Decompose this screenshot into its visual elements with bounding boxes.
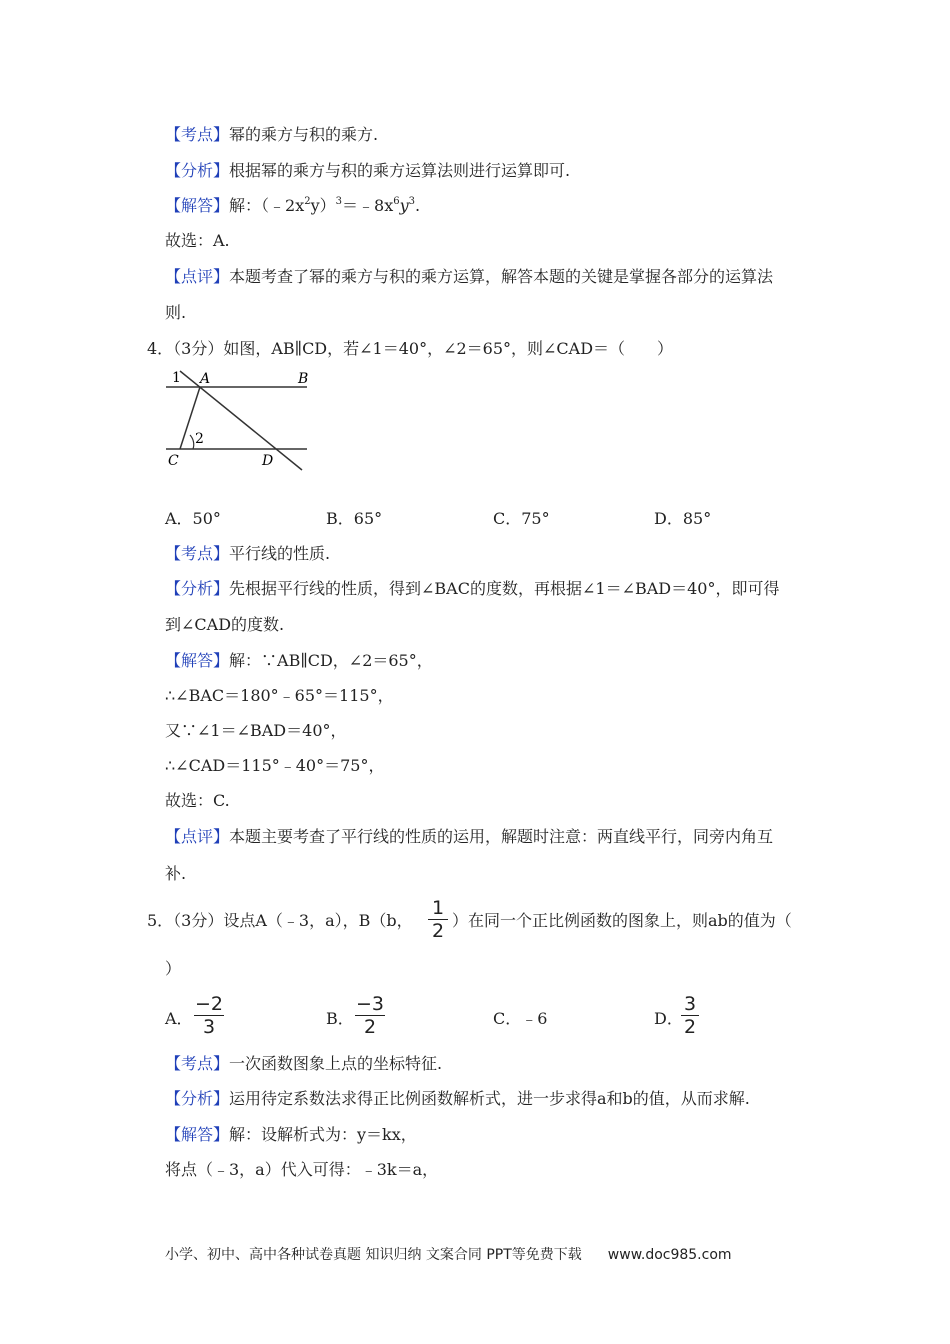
angle-2-arc [190,435,194,449]
q4-step-3: ∴∠CAD＝115°﹣40°＝75°， [165,756,385,775]
kaodian-tag: 【考点】 [165,125,230,144]
q4-fenxi-cont: 到∠CAD的度数. [165,615,285,634]
q4-option-c: C．75° [493,509,550,528]
q5-stem-b: ）在同一个正比例函数的图象上，则ab的值为（ [452,911,792,930]
label-a: A [200,371,211,387]
q5-step-1: 将点（﹣3，a）代入可得：﹣3k＝a， [165,1160,439,1179]
q5-kaodian: 【考点】一次函数图象上点的坐标特征. [165,1054,443,1073]
footer-url[interactable]: www.doc985.com [607,1247,732,1263]
q3-dianping-cont: 则. [165,303,187,322]
q3-dianping: 【点评】本题考查了幂的乘方与积的乘方运算，解答本题的关键是掌握各部分的运算法 [165,267,774,286]
q4-dianping-cont: 补. [165,864,187,883]
jieda-tag: 【解答】 [165,196,230,215]
line-ad [180,371,302,470]
q5-option-b-label: B． [326,1009,354,1028]
dianping-tag: 【点评】 [165,267,230,286]
q4-option-d: D．85° [654,509,712,528]
q3-guxuan: 故选：A. [165,231,230,250]
q5-option-d-fraction: 3 2 [681,994,699,1037]
q3-kaodian: 【考点】幂的乘方与积的乘方. [165,125,379,144]
q4-figure [160,365,320,475]
q5-option-b-fraction: −3 2 [355,993,384,1038]
q5-option-c: C．﹣6 [493,1009,548,1028]
label-angle-1: 1 [172,370,181,386]
q4-step-1: ∴∠BAC＝180°﹣65°＝115°， [165,686,394,705]
q4-option-a: A．50° [165,509,221,528]
footer-text: 小学、初中、高中各种试卷真题 知识归纳 文案合同 PPT等免费下载 [165,1247,582,1263]
fenxi-tag: 【分析】 [165,161,230,180]
q4-jieda: 【解答】解：∵AB∥CD，∠2＝65°， [165,651,433,670]
q4-step-2: 又∵∠1＝∠BAD＝40°， [165,721,347,740]
q5-stem-a: 5．（3分）设点A（﹣3，a），B（b， [147,911,413,930]
q3-jieda: 【解答】解：$(﹣2x^2y)^3=﹣8x^6y^3$. [165,196,421,215]
q5-option-d-label: D． [654,1009,683,1028]
q5-option-a-fraction: −2 3 [194,993,223,1038]
q5-option-a-label: A． [165,1009,193,1028]
q5-jieda: 【解答】解：设解析式为：y＝kx， [165,1125,417,1144]
q4-kaodian: 【考点】平行线的性质. [165,544,331,563]
q4-fenxi: 【分析】先根据平行线的性质，得到∠BAC的度数，再根据∠1＝∠BAD＝40°，即可得 [165,579,780,598]
q5-fenxi: 【分析】运用待定系数法求得正比例函数解析式，进一步求得a和b的值，从而求解. [165,1089,750,1108]
q4-guxuan: 故选：C. [165,791,230,810]
q5-stem-c: ） [165,959,182,978]
q4-option-b: B．65° [326,509,383,528]
q4-dianping: 【点评】本题主要考查了平行线的性质的运用，解题时注意：两直线平行，同旁内角互 [165,827,774,846]
label-c: C [168,453,179,469]
q4-stem: 4．（3分）如图，AB∥CD，若∠1＝40°，∠2＝65°，则∠CAD＝（ ） [147,339,674,358]
page-footer [165,1244,732,1264]
label-angle-2: 2 [195,431,204,447]
q3-fenxi: 【分析】根据幂的乘方与积的乘方运算法则进行运算即可. [165,161,571,180]
label-d: D [262,453,274,469]
q5-stem-fraction: 1 2 [428,898,448,941]
label-b: B [298,371,309,387]
